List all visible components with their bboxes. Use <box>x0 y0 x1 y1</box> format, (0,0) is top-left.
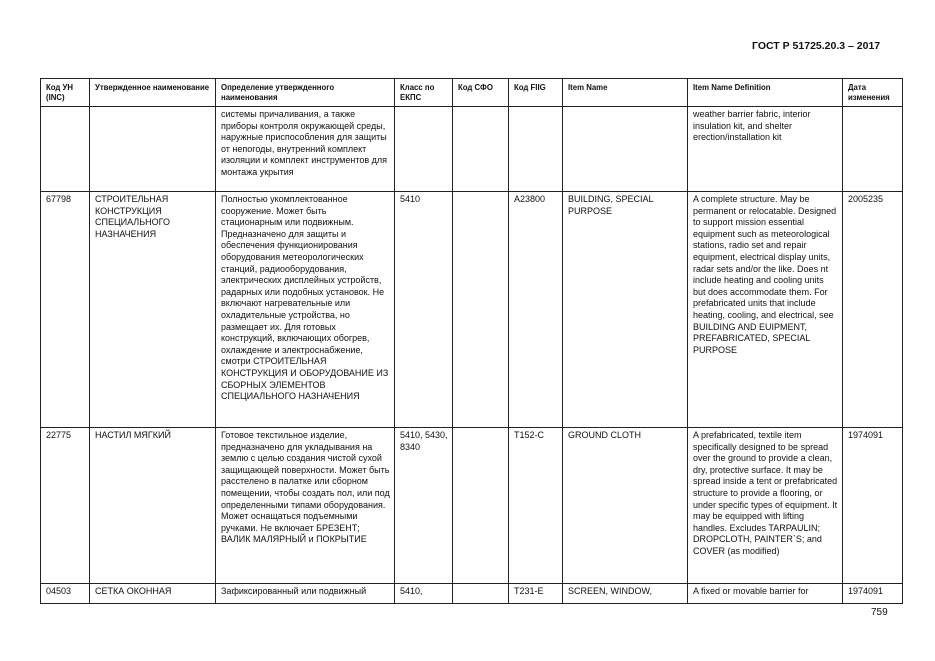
cell-change-date: 2005235 <box>843 192 903 428</box>
cell-approved-name: СТРОИТЕЛЬНАЯ КОНСТРУКЦИЯ СПЕЦИАЛЬНОГО НАЗНАЧЕНИЯ <box>90 192 216 428</box>
cell-class <box>395 107 453 192</box>
nomenclature-table <box>40 78 903 604</box>
cell-class: 5410, 5430, 8340 <box>395 428 453 584</box>
column-header-approved-name: Утвержденное наименование <box>90 79 216 107</box>
cell-fiig: T152-C <box>509 428 563 584</box>
table-row <box>41 584 903 604</box>
cell-item-name-definition: A fixed or movable barrier for <box>688 584 843 604</box>
cell-change-date: 1974091 <box>843 584 903 604</box>
column-header-inc: Код УН (INC) <box>41 79 90 107</box>
cell-item-name: SCREEN, WINDOW, <box>563 584 688 604</box>
cell-change-date <box>843 107 903 192</box>
cell-fiig <box>509 107 563 192</box>
column-header-item-name: Item Name <box>563 79 688 107</box>
cell-sfo <box>453 428 509 584</box>
cell-class: 5410 <box>395 192 453 428</box>
cell-inc <box>41 107 90 192</box>
cell-sfo <box>453 107 509 192</box>
cell-inc: 04503 <box>41 584 90 604</box>
document-header: ГОСТ Р 51725.20.3 – 2017 <box>752 40 881 52</box>
column-header-fiig: Код FIIG <box>509 79 563 107</box>
cell-sfo <box>453 192 509 428</box>
cell-definition: системы причаливания, а также приборы контроля окружающей среды, наружные приспособления для защиты от непогоды, внутренний комплект изоляции и комплект инструментов для монтажа укрытия <box>216 107 395 192</box>
cell-fiig: T231-E <box>509 584 563 604</box>
cell-item-name-definition: A prefabricated, textile item specifically designed to be spread over the ground to provide a clean, dry, protective surface. It may be spread inside a tent or prefabricated structure to provide a flooring, or under specific types of equipment. It may be equipped with lifting handles. Excludes TARPAULIN; DROPCLOTH, PAINTER`S; and COVER (as modified) <box>688 428 843 584</box>
cell-sfo <box>453 584 509 604</box>
cell-definition: Полностью укомплектованное сооружение. Может быть стационарным или подвижным. Предназначено для защиты и обеспечения функционирования оборудования метеорологических станций, радиооборудования, электрических дисплейных устройств, радарных или подобных установок. Не включают нагревательные или охладительные устройства, но размещает их. Для готовых конструкций, включающих обогрев, охлаждение и электроснабжение, смотри СТРОИТЕЛЬНАЯ КОНСТРУКЦИЯ И ОБОРУДОВАНИЕ ИЗ СБОРНЫХ ЭЛЕМЕНТОВ СПЕЦИАЛЬНОГО НАЗНАЧЕНИЯ <box>216 192 395 428</box>
cell-approved-name: СЕТКА ОКОННАЯ <box>90 584 216 604</box>
cell-change-date: 1974091 <box>843 428 903 584</box>
cell-definition: Зафиксированный или подвижный <box>216 584 395 604</box>
column-header-change-date: Дата изменения <box>843 79 903 107</box>
cell-item-name-definition: weather barrier fabric, interior insulation kit, and shelter erection/installation kit <box>688 107 843 192</box>
cell-item-name-definition: A complete structure. May be permanent or relocatable. Designed to support mission essential equipment such as meteorological stations, radio set and repair equipment, electrical display units, radar sets and/or the like. Does nt include heating and cooling units but does accommodate them. For prefabricated units that include heating, cooling, and electrical, see BUILDING AND EUIPMENT, PREFABRICATED, SPECIAL PURPOSE <box>688 192 843 428</box>
column-header-sfo: Код СФО <box>453 79 509 107</box>
table-row <box>41 428 903 584</box>
cell-inc: 22775 <box>41 428 90 584</box>
table-row <box>41 192 903 428</box>
cell-item-name: GROUND CLOTH <box>563 428 688 584</box>
cell-definition: Готовое текстильное изделие, предназначено для укладывания на землю с целью создания чистой сухой защищающей поверхности. Может быть расстелено в палатке или сборном помещении, чтобы создать пол, или под определенными типами оборудования. Может оснащаться подъемными ручками. Не включает БРЕЗЕНТ; ВАЛИК МАЛЯРНЫЙ и ПОКРЫТИЕ <box>216 428 395 584</box>
column-header-definition: Определение утвержденного наименования <box>216 79 395 107</box>
cell-item-name <box>563 107 688 192</box>
page-number: 759 <box>871 607 888 618</box>
cell-fiig: A23800 <box>509 192 563 428</box>
cell-item-name: BUILDING, SPECIAL PURPOSE <box>563 192 688 428</box>
cell-class: 5410, <box>395 584 453 604</box>
table-row <box>41 107 903 192</box>
column-header-item-name-definition: Item Name Definition <box>688 79 843 107</box>
table-header-row <box>41 79 903 107</box>
column-header-class: Класс по ЕКПС <box>395 79 453 107</box>
cell-approved-name: НАСТИЛ МЯГКИЙ <box>90 428 216 584</box>
cell-approved-name <box>90 107 216 192</box>
cell-inc: 67798 <box>41 192 90 428</box>
